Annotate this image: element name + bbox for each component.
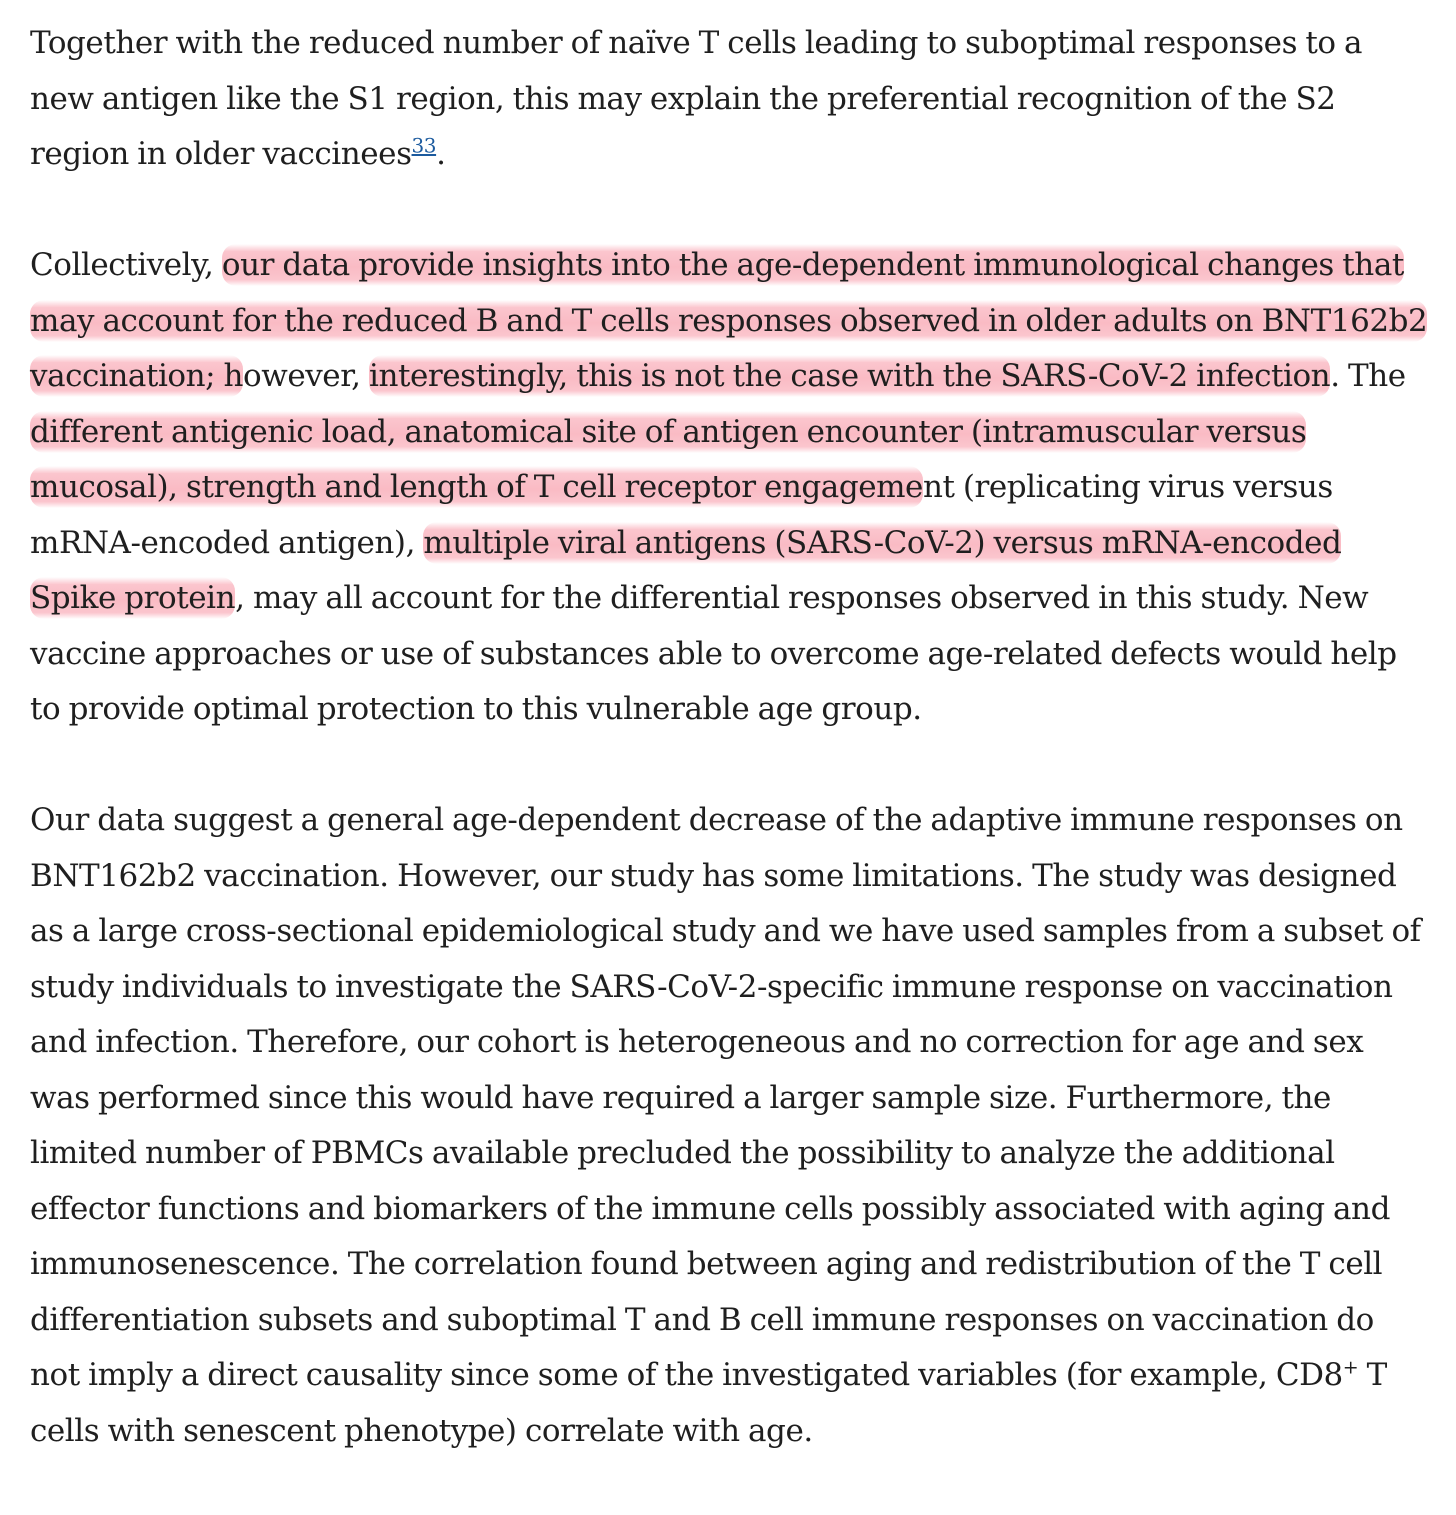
highlight-viral-antigens: multiple viral antigens (SARS-CoV-2) versus mRNA-encoded Spike protein [30, 522, 1341, 620]
paragraph-tail: T cells with senescent phenotype) correlate with age. [30, 1357, 1387, 1449]
paragraph-text: . The [1330, 358, 1406, 394]
paragraph-text: Our data suggest a general age-dependent decrease of the adaptive immune responses on BNT162b2 vaccination. However, our study has some limitations. The study was designed as a large cross-sectional epidemiological study and we have used samples from a subset of study individuals to investigate the SARS-CoV-2-specific immune response on vaccination and infection. Therefore, our cohort is heterogeneous and no correction for age and sex was performed since this would have required a larger sample size. Furthermore, the limited number of PBMCs available precluded the possibility to analyze the additional effector functions and biomarkers of the immune cells possibly associated with aging and immunosenescence. The correlation found between aging and redistribution of the T cell differentiation subsets and suboptimal T and B cell immune responses on vaccination do not imply a direct causality since some of the investigated variables (for example, CD8 [30, 802, 1421, 1393]
highlight-sars-cov-2-infection: interestingly, this is not the case with the SARS-CoV-2 infection [369, 355, 1330, 397]
article-body [30, 16, 1430, 1515]
superscript-plus: + [1342, 1356, 1359, 1379]
paragraph-text: , may all account for the differential responses observed in this study. New vaccine approaches or use of substances able to overcome age-related defects would help to provide optimal protection to this vulnerable age group. [30, 580, 1397, 727]
paragraph-text: owever, [243, 358, 369, 394]
paragraph-collectively [30, 238, 1430, 738]
paragraph-limitations [30, 793, 1430, 1459]
reference-link-33[interactable]: 33 [411, 133, 437, 158]
highlight-antigenic-load: different antigenic load, anatomical site of antigen encounter (intramuscular versus mucosal), strength and length of T cell receptor engageme [30, 411, 1306, 509]
paragraph-tail: . [436, 136, 446, 172]
paragraph-text: nt (replicating virus versus mRNA-encoded antigen), [30, 469, 1333, 561]
paragraph-naive-t-cells [30, 16, 1430, 183]
paragraph-text: Collectively, [30, 247, 222, 283]
paragraph-text: Together with the reduced number of naïve T cells leading to suboptimal responses to a new antigen like the S1 region, this may explain the preferential recognition of the S2 region in older vaccinees [30, 25, 1363, 172]
highlight-insights: our data provide insights into the age-dependent immunological changes that may account for the reduced B and T cells responses observed in older adults on BNT162b2 vaccination; h [30, 244, 1427, 397]
